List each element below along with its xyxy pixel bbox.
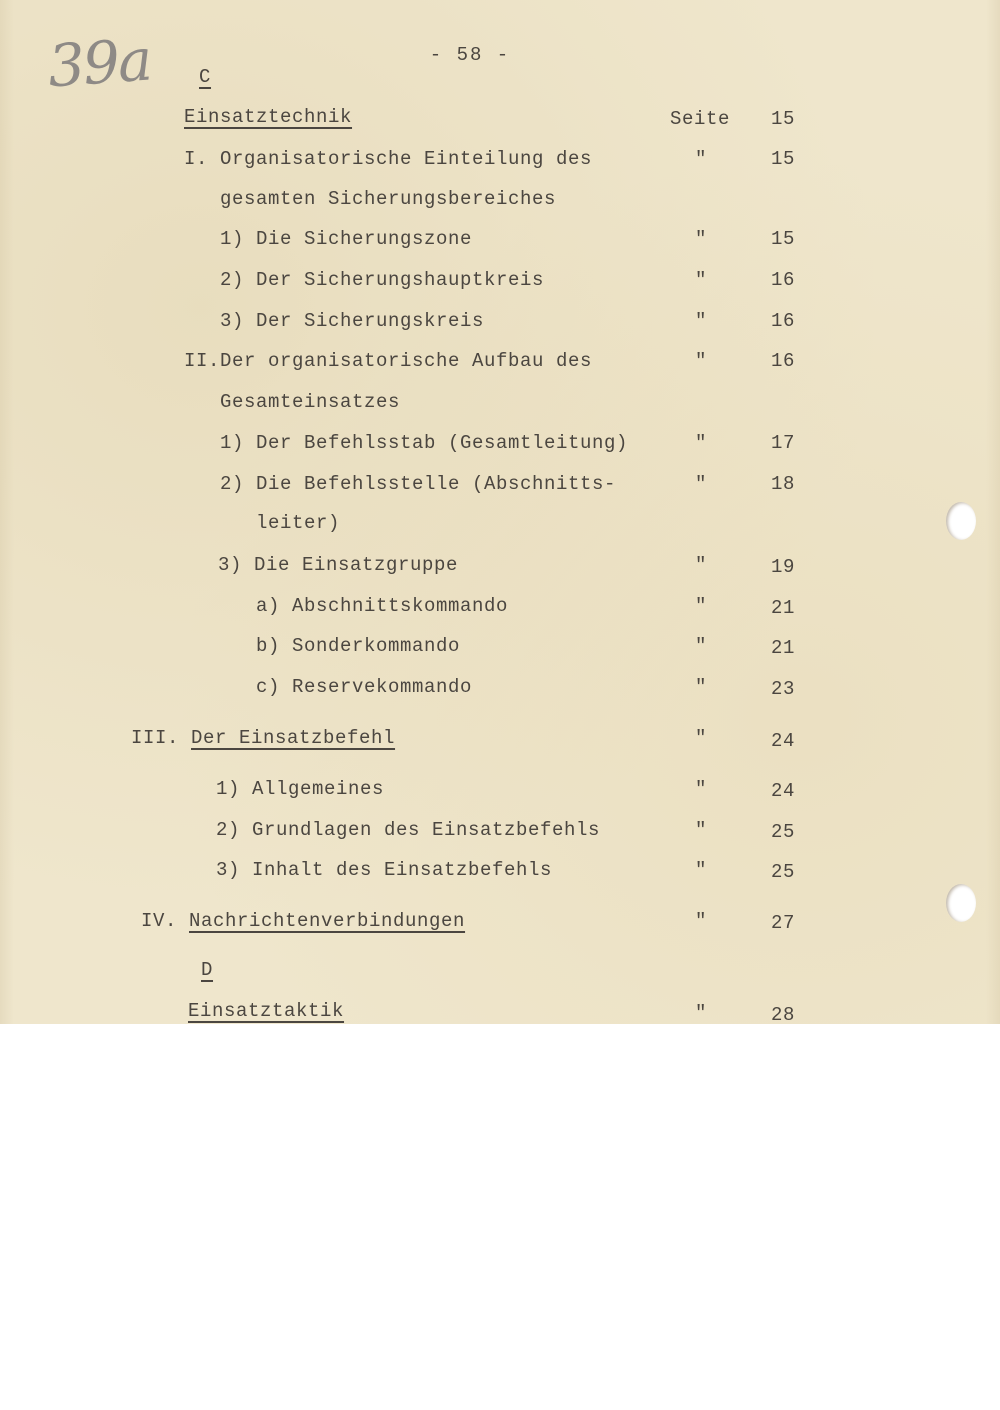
toc-entry-text: Der Einsatzbefehl: [191, 727, 396, 749]
page-ref: 19: [770, 556, 795, 578]
punch-hole: [946, 502, 976, 540]
page-ref: 21: [770, 637, 795, 659]
toc-entry-text: gesamten Sicherungsbereiches: [220, 188, 557, 210]
toc-entry-text: Gesamteinsatzes: [220, 391, 401, 413]
toc-entry-text: 2) Grundlagen des Einsatzbefehls: [216, 819, 601, 841]
ditto-mark: ": [694, 859, 707, 881]
ditto-mark: ": [694, 310, 707, 332]
page-ref: 23: [770, 678, 795, 700]
toc-entry-text: 1) Allgemeines: [216, 778, 385, 800]
ditto-mark: ": [694, 595, 707, 617]
section-letter-c: C: [199, 66, 212, 88]
page-ref: 27: [770, 912, 795, 934]
handwritten-archive-number: 39a: [45, 25, 153, 101]
section-letter-d: D: [201, 959, 214, 981]
toc-entry-number: IV.: [141, 910, 178, 932]
ditto-mark: ": [694, 228, 707, 250]
toc-entry-text: leiter): [256, 512, 341, 534]
toc-entry-text: 3) Inhalt des Einsatzbefehls: [216, 859, 553, 881]
ditto-mark: ": [694, 269, 707, 291]
toc-entry-text: Nachrichtenverbindungen: [189, 910, 466, 932]
ditto-mark: ": [694, 350, 707, 372]
section-title-einsatztechnik: Einsatztechnik: [184, 106, 353, 128]
toc-entry-text: 1) Die Sicherungszone: [220, 228, 473, 250]
page-ref: 16: [770, 350, 795, 372]
ditto-mark: ": [694, 635, 707, 657]
ditto-mark: ": [694, 910, 707, 932]
ditto-mark: ": [694, 432, 707, 454]
page-ref: 15: [770, 148, 795, 170]
toc-entry-text: 2) Der Sicherungshauptkreis: [220, 269, 545, 291]
ditto-mark: ": [694, 554, 707, 576]
page-column-label: Seite: [670, 108, 731, 130]
section-title-einsatztaktik: Einsatztaktik: [188, 1000, 345, 1022]
toc-entry-text: b) Sonderkommando: [256, 635, 461, 657]
page-ref: 25: [770, 821, 795, 843]
page-ref: 24: [770, 730, 795, 752]
toc-entry-text: 3) Der Sicherungskreis: [220, 310, 485, 332]
toc-entry-number: III.: [131, 727, 180, 749]
ditto-mark: ": [694, 676, 707, 698]
ditto-mark: ": [694, 473, 707, 495]
toc-entry-text: 1) Der Befehlsstab (Gesamtleitung): [220, 432, 629, 454]
toc-entry-text: a) Abschnittskommando: [256, 595, 509, 617]
page-ref: 25: [770, 861, 795, 883]
ditto-mark: ": [694, 727, 707, 749]
page-ref: 17: [770, 432, 795, 454]
ditto-mark: ": [694, 148, 707, 170]
page-ref: 16: [770, 269, 795, 291]
page-ref: 28: [770, 1004, 795, 1024]
page-ref: 16: [770, 310, 795, 332]
ditto-mark: ": [694, 778, 707, 800]
toc-entry-text: II.Der organisatorische Aufbau des: [184, 350, 593, 372]
page-number: - 58 -: [429, 44, 511, 66]
toc-entry-text: c) Reservekommando: [256, 676, 473, 698]
page-ref: 18: [770, 473, 795, 495]
page-ref: 15: [770, 108, 795, 130]
page-ref: 24: [770, 780, 795, 802]
toc-entry-text: 3) Die Einsatzgruppe: [218, 554, 459, 576]
ditto-mark: ": [694, 1002, 707, 1024]
toc-entry-text: 2) Die Befehlsstelle (Abschnitts-: [220, 473, 617, 495]
page-ref: 21: [770, 597, 795, 619]
ditto-mark: ": [694, 819, 707, 841]
page-ref: 15: [770, 228, 795, 250]
toc-entry-text: I. Organisatorische Einteilung des: [184, 148, 593, 170]
punch-hole: [946, 884, 976, 922]
